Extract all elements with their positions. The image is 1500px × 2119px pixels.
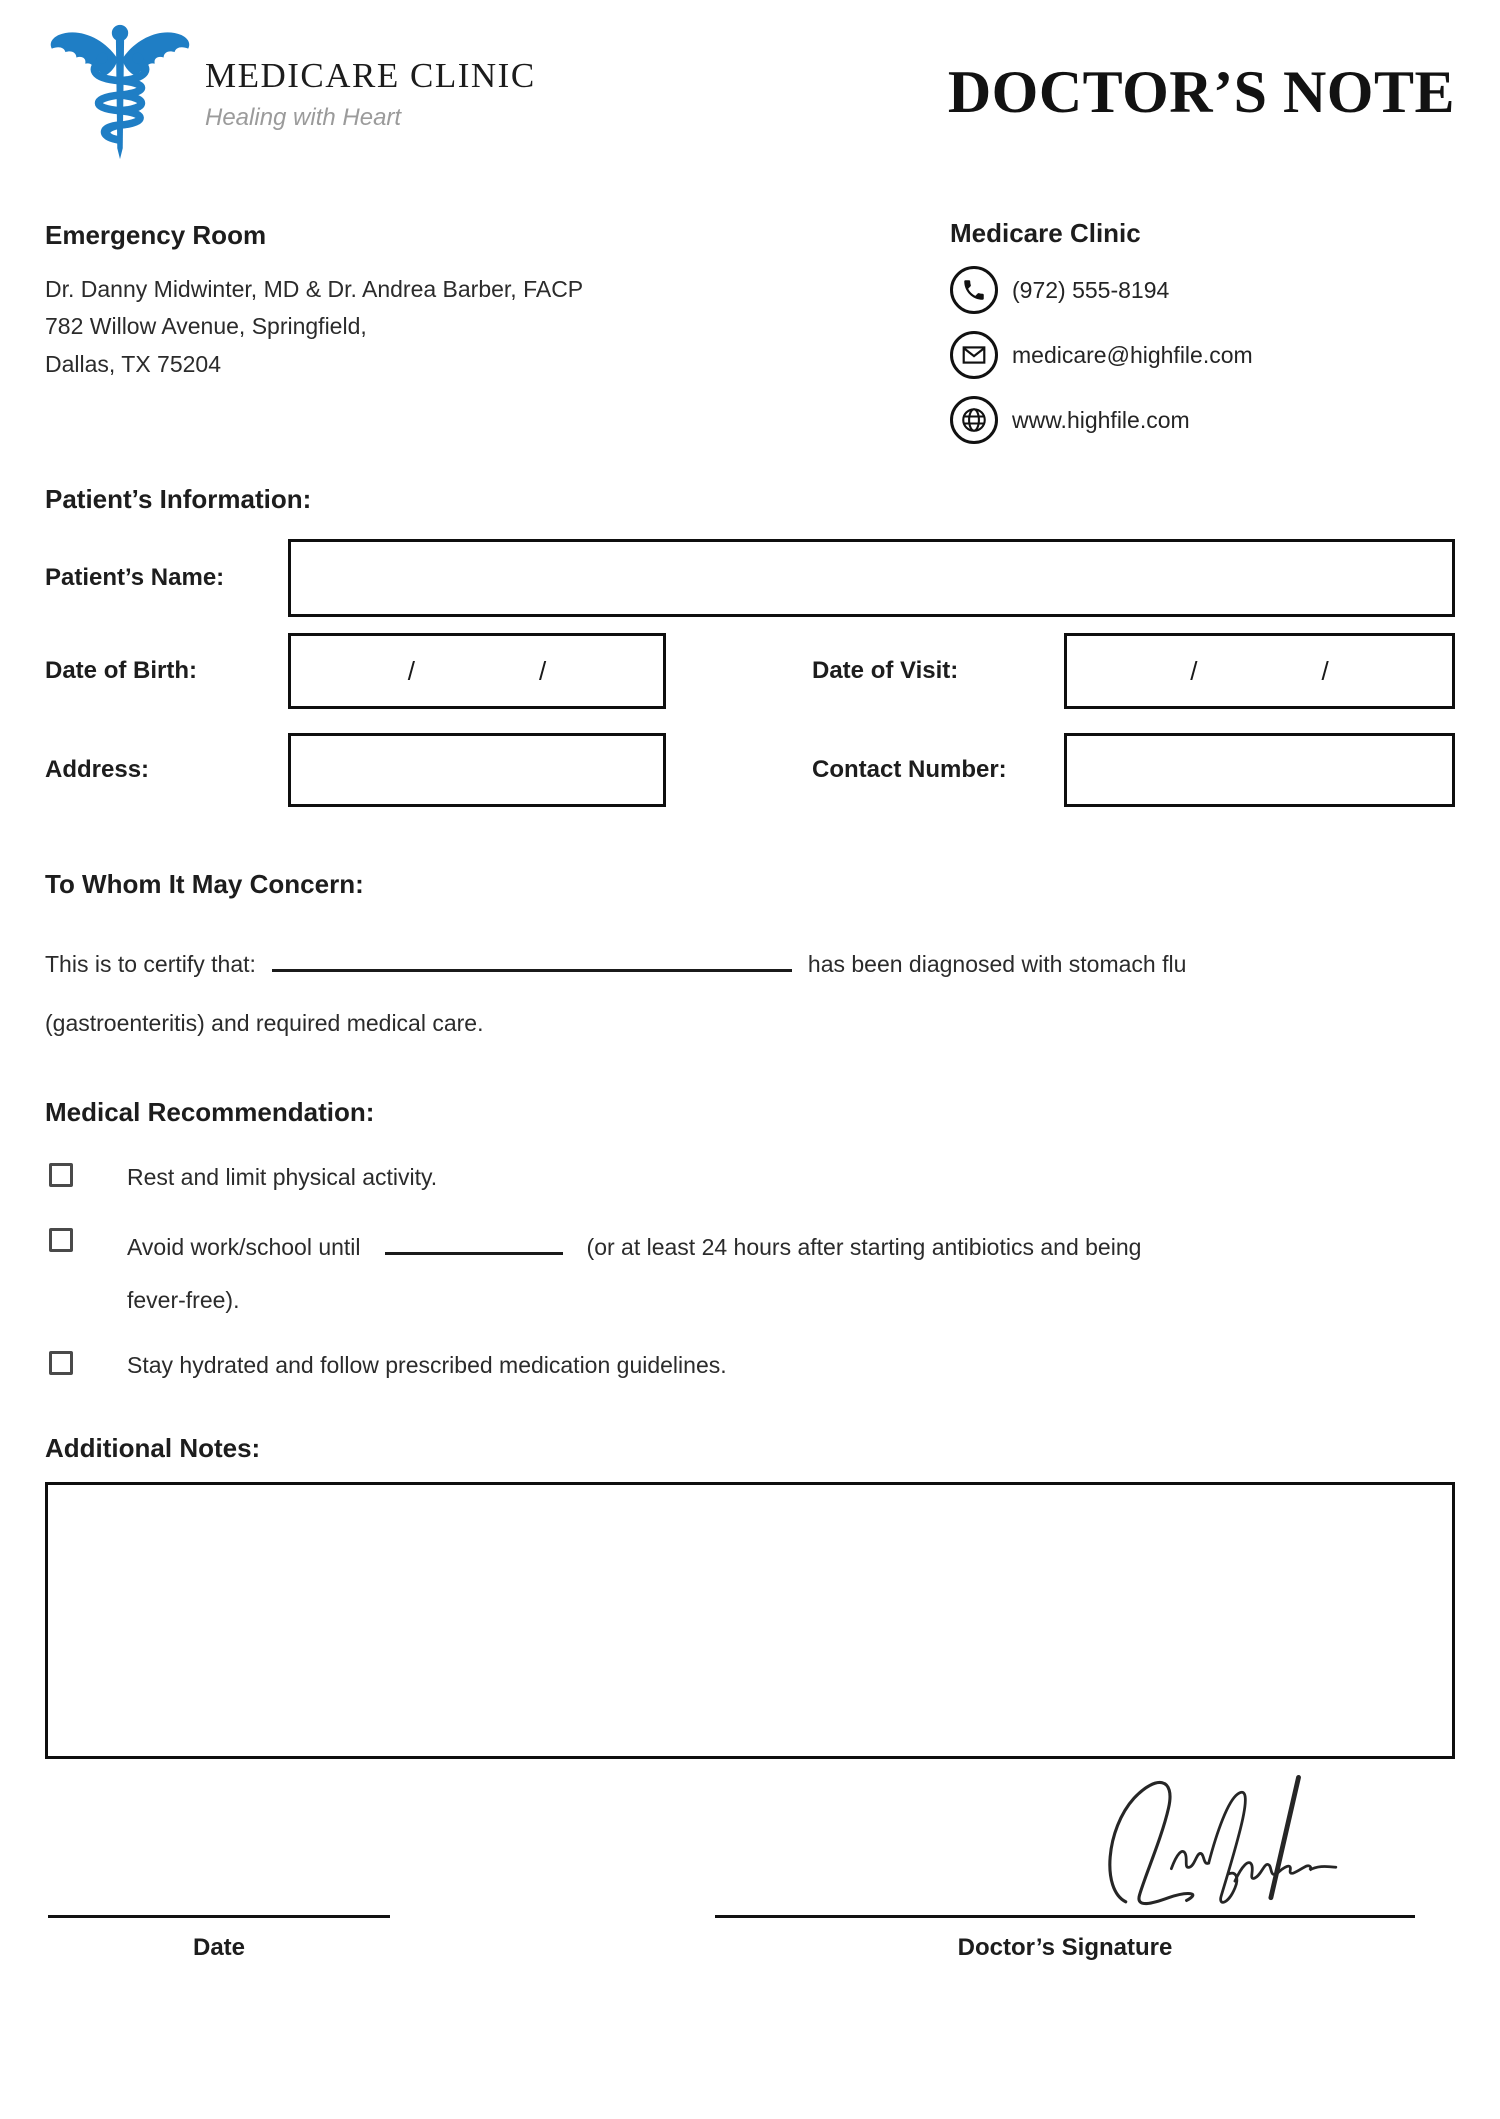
date-slash: / xyxy=(539,655,547,686)
recommendation-heading: Medical Recommendation: xyxy=(45,1097,375,1127)
doctor-signature-label: Doctor’s Signature xyxy=(957,1934,1173,1961)
doctor-signature-block xyxy=(715,1742,1415,1962)
date-slash: / xyxy=(1321,655,1329,686)
avoid-work-checkbox[interactable] xyxy=(49,1228,73,1252)
clinic-website: www.highfile.com xyxy=(1012,406,1190,433)
certify-after-text: has been diagnosed with stomach flu xyxy=(807,951,1187,977)
date-of-birth-label: Date of Birth: xyxy=(45,657,197,684)
contact-number-field[interactable] xyxy=(1064,733,1455,807)
avoid-work-after-text: (or at least 24 hours after starting antibiotics and being xyxy=(586,1234,1142,1261)
address-field[interactable] xyxy=(288,733,666,807)
clinic-email: medicare@highfile.com xyxy=(1012,341,1253,368)
provider-heading: Emergency Room xyxy=(45,220,267,250)
hydrate-item-text: Stay hydrated and follow prescribed medication guidelines. xyxy=(127,1352,727,1379)
recommendation-item xyxy=(45,1350,1455,1381)
provider-info xyxy=(45,218,950,444)
clinic-heading: Medicare Clinic xyxy=(950,218,1141,248)
rest-item-text: Rest and limit physical activity. xyxy=(127,1164,438,1190)
to-whom-heading: To Whom It May Concern: xyxy=(45,869,364,899)
page-title: DOCTOR’S NOTE xyxy=(947,59,1455,125)
date-of-visit-field[interactable] xyxy=(1064,633,1455,709)
recommendation-item xyxy=(45,1227,1455,1316)
clinic-phone: (972) 555-8194 xyxy=(1012,276,1170,303)
clinic-name: MEDICARE CLINIC xyxy=(205,56,536,95)
patient-info-heading: Patient’s Information: xyxy=(45,484,312,514)
avoid-work-before-text: Avoid work/school until xyxy=(127,1234,361,1261)
additional-notes-field[interactable] xyxy=(45,1482,1455,1759)
date-signature-block xyxy=(48,1742,390,1962)
clinic-logo xyxy=(45,14,536,172)
caduceus-icon xyxy=(45,14,195,172)
date-of-birth-field[interactable] xyxy=(288,633,666,709)
additional-notes-heading: Additional Notes: xyxy=(45,1433,261,1464)
date-slash: / xyxy=(1190,655,1198,686)
provider-address-line1: 782 Willow Avenue, Springfield, xyxy=(45,313,367,340)
avoid-work-line2-text: fever-free). xyxy=(127,1287,240,1314)
info-section xyxy=(45,218,1455,444)
date-line[interactable] xyxy=(48,1915,390,1918)
phone-row xyxy=(950,266,1455,314)
provider-address-line2: Dallas, TX 75204 xyxy=(45,350,222,377)
patient-name-label: Patient’s Name: xyxy=(45,564,225,591)
hydrate-checkbox[interactable] xyxy=(49,1351,73,1375)
website-row xyxy=(950,396,1455,444)
certify-patient-name-blank[interactable] xyxy=(272,942,792,972)
globe-icon xyxy=(950,396,998,444)
contact-number-label: Contact Number: xyxy=(812,756,1007,783)
date-of-visit-label: Date of Visit: xyxy=(812,657,959,684)
provider-doctors: Dr. Danny Midwinter, MD & Dr. Andrea Barber, FACP xyxy=(45,276,584,302)
clinic-tagline: Healing with Heart xyxy=(205,104,402,131)
phone-icon xyxy=(950,266,998,314)
certify-lead-text: This is to certify that: xyxy=(45,951,256,977)
patient-name-field[interactable] xyxy=(288,539,1455,617)
doctor-signature-image xyxy=(1105,1761,1340,1921)
logo-text xyxy=(205,56,536,132)
date-slash: / xyxy=(407,655,415,686)
certify-line2-text: (gastroenteritis) and required medical care. xyxy=(45,1010,484,1036)
email-row xyxy=(950,331,1455,379)
date-label: Date xyxy=(192,1934,246,1961)
address-label: Address: xyxy=(45,756,150,783)
return-date-blank[interactable] xyxy=(385,1227,563,1255)
clinic-contact xyxy=(950,218,1455,444)
recommendation-item xyxy=(45,1162,1455,1193)
email-icon xyxy=(950,331,998,379)
header xyxy=(45,14,1455,172)
rest-checkbox[interactable] xyxy=(49,1163,73,1187)
